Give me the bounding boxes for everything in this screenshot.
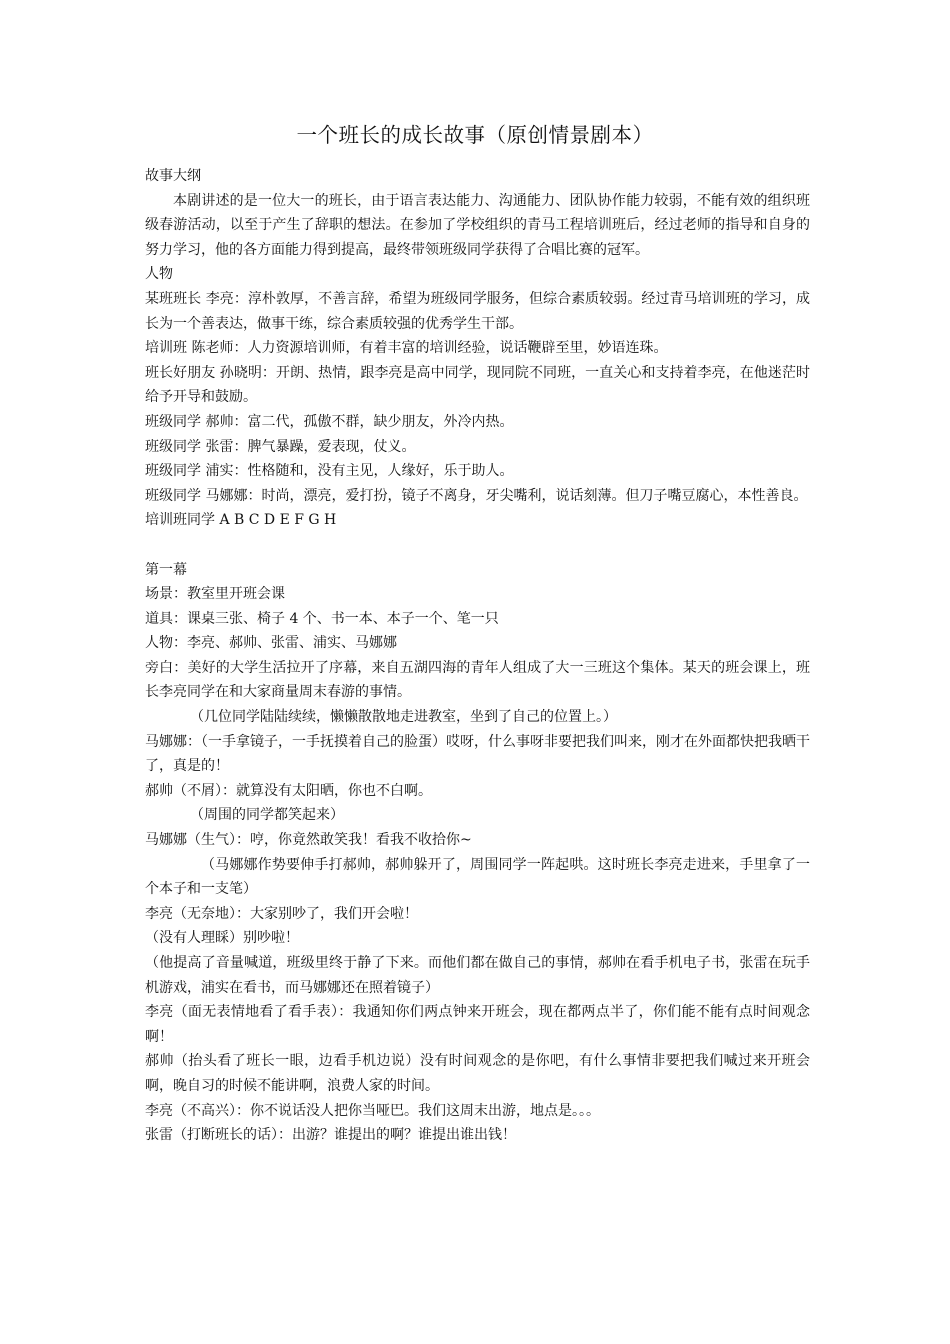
dialogue-line: 李亮（无奈地）：大家别吵了，我们开会啦！: [145, 905, 418, 922]
dialogue-line: 马娜娜（生气）：哼，你竟然敢笑我！看我不收拾你~: [145, 832, 472, 849]
document-body: [145, 164, 810, 1148]
stage-direction: （几位同学陆陆续续，懒懒散散地走进教室，坐到了自己的位置上。）: [190, 709, 617, 726]
dialogue-line: 李亮（面无表情地看了看手表）：我通知你们两点钟来开班会，现在都两点半了，你们能不能有点时间观念啊！: [145, 1004, 810, 1045]
character-entry: 班级同学 郝帅：富二代，孤傲不群，缺少朋友，外冷内热。: [145, 413, 514, 430]
props-line: 道具：课桌三张、椅子 4 个、书一本、本子一个、笔一只: [145, 610, 499, 627]
character-entry: 班级同学 马娜娜：时尚，漂亮，爱打扮，镜子不离身，牙尖嘴利，说话刻薄。但刀子嘴豆腐心，本性善良。: [145, 487, 808, 504]
stage-direction: （周围的同学都笑起来）: [190, 807, 344, 824]
dialogue-line: 马娜娜：（一手拿镜子，一手抚摸着自己的脸蛋）哎呀，什么事呀非要把我们叫来，刚才在外面都快把我晒干了，真是的！: [145, 733, 810, 775]
character-entry: 班级同学 浦实：性格随和，没有主见，人缘好，乐于助人。: [145, 463, 514, 480]
scene-line: 场景：教室里开班会课: [145, 586, 285, 603]
dialogue-line: （没有人理睬）别吵啦！: [145, 930, 299, 947]
character-entry: 班级同学 张雷：脾气暴躁，爱表现，仗义。: [145, 438, 416, 455]
dialogue-line: （他提高了音量喊道，班级里终于静了下来。而他们都在做自己的事情，郝帅在看手机电子书，张雷在玩手机游戏，浦实在看书，而马娜娜还在照着镜子）: [145, 955, 810, 996]
characters-heading: 人物: [145, 266, 173, 283]
outline-heading: 故事大纲: [145, 168, 201, 184]
act-people-line: 人物：李亮、郝帅、张雷、浦实、马娜娜: [145, 635, 397, 652]
dialogue-line: 郝帅（不屑）：就算没有太阳晒，你也不白啊。: [145, 782, 432, 799]
character-entry: 班长好朋友 孙晓明：开朗、热情，跟李亮是高中同学，现同院不同班，一直关心和支持着李亮，在他迷茫时给予开导和鼓励。: [145, 364, 810, 406]
dialogue-line: 郝帅（抬头看了班长一眼，边看手机边说）没有时间观念的是你吧，有什么事情非要把我们喊过来开班会啊，晚自习的时候不能讲啊，浪费人家的时间。: [145, 1053, 810, 1094]
outline-paragraph: 本剧讲述的是一位大一的班长，由于语言表达能力、沟通能力、团队协作能力较弱，不能有效的组织班级春游活动，以至于产生了辞职的想法。在参加了学校组织的青马工程培训班后，经过老师的指导和自身的努力学习，他的各方面能力得到提高，最终带领班级同学获得了合唱比赛的冠军。: [145, 192, 810, 258]
blank-line: [145, 533, 810, 558]
dialogue-line: 张雷（打断班长的话）：出游？谁提出的啊？谁提出谁出钱！: [145, 1127, 516, 1144]
character-entry: 培训班同学 A B C D E F G H: [145, 512, 337, 529]
stage-direction: （马娜娜作势要伸手打郝帅，郝帅躲开了，周围同学一阵起哄。这时班长李亮走进来，手里拿了一个本子和一支笔）: [145, 856, 810, 898]
narration-paragraph: 旁白：美好的大学生活拉开了序幕，来自五湖四海的青年人组成了大一三班这个集体。某天的班会课上，班长李亮同学在和大家商量周末春游的事情。: [145, 659, 810, 701]
character-entry: 某班班长 李亮：淳朴敦厚，不善言辞，希望为班级同学服务，但综合素质较弱。经过青马培训班的学习，成长为一个善表达，做事干练，综合素质较强的优秀学生干部。: [145, 290, 810, 332]
act-heading: 第一幕: [145, 561, 187, 578]
document-title: 一个班长的成长故事（原创情景剧本）: [296, 123, 654, 147]
character-entry: 培训班 陈老师：人力资源培训师，有着丰富的培训经验，说话鞭辟至里，妙语连珠。: [145, 340, 668, 357]
dialogue-line: 李亮（不高兴）：你不说话没人把你当哑巴。我们这周末出游，地点是。。。: [145, 1102, 600, 1119]
